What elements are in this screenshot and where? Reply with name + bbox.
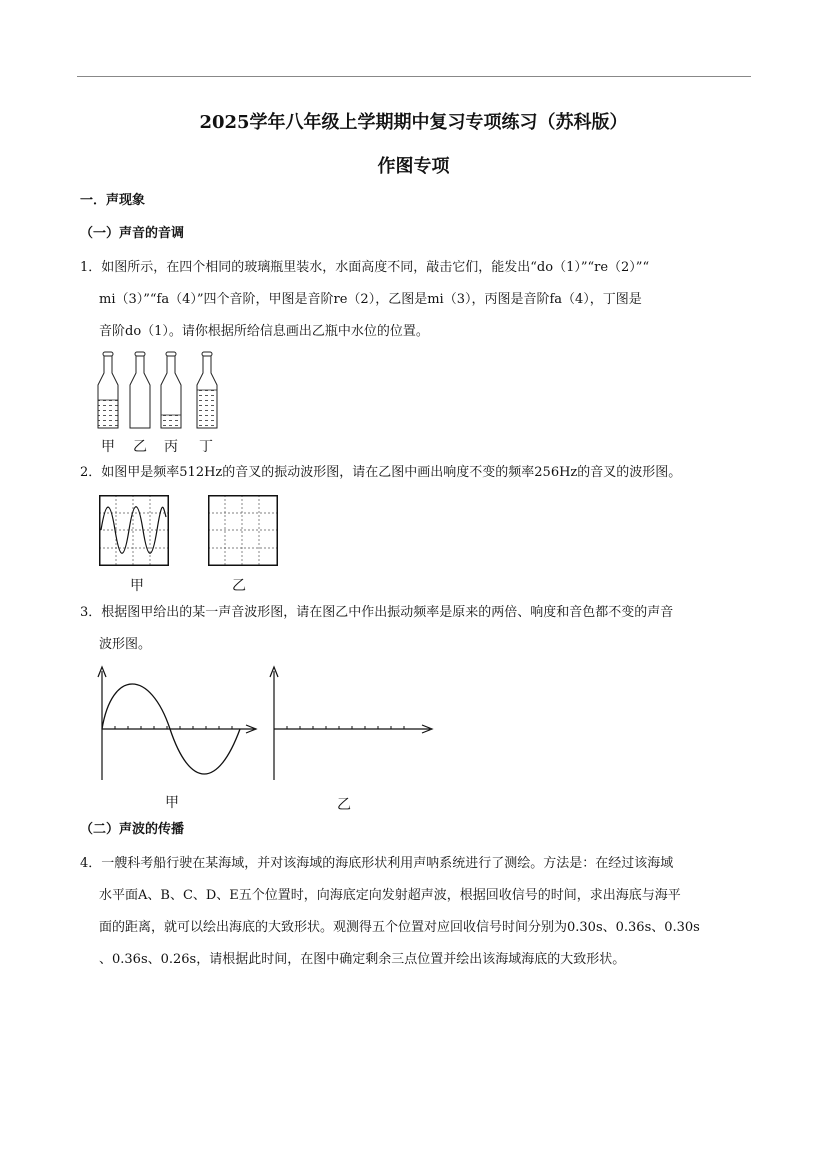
q2-waveform-yi-grid (208, 495, 278, 566)
section-heading: 一．声现象 (80, 193, 146, 208)
bottle-label-yi: 乙 (133, 439, 147, 455)
axes-jia (98, 667, 256, 780)
q1-text-line1: 1．如图所示，在四个相同的玻璃瓶里装水，水面高度不同，敲击它们，能发出“do（1）”“re（2）”“ (80, 260, 650, 275)
q2-label-jia: 甲 (130, 578, 144, 594)
bottle-bing (161, 352, 181, 428)
water-level-jia (99, 400, 118, 428)
page-subtitle: 作图专项 (377, 156, 450, 177)
q3-text-line1: 3．根据图甲给出的某一声音波形图，请在图乙中作出振动频率是原来的两倍、响度和音色都不变的声音 (80, 605, 674, 620)
subsection-heading-propagation: （二）声波的传播 (80, 822, 185, 837)
bottle-label-ding: 丁 (199, 439, 213, 455)
axes-yi (270, 667, 432, 780)
subsection-heading-pitch: （一）声音的音调 (80, 226, 185, 241)
q2-text-line1: 2．如图甲是频率512Hz的音叉的振动波形图，请在乙图中画出响度不变的频率256Hz的音叉的波形图。 (80, 465, 682, 480)
bottle-ding (197, 352, 217, 428)
q4-text-line4: 、0.36s、0.26s，请根据此时间，在图中确定剩余三点位置并绘出该海域海底的大致形状。 (99, 952, 626, 967)
header-rule (77, 76, 751, 77)
q2-waveform-jia (99, 495, 169, 566)
bottle-label-bing: 丙 (164, 439, 178, 455)
q3-label-yi: 乙 (337, 797, 351, 813)
q4-text-line1: 4．一艘科考船行驶在某海域，并对该海域的海底形状利用声呐系统进行了测绘。方法是：在经过该海域 (80, 856, 674, 871)
bottle-jia (98, 352, 118, 428)
q3-label-jia: 甲 (165, 795, 179, 811)
q1-text-line2: mi（3）”“fa（4）”四个音阶，甲图是音阶re（2），乙图是mi（3），丙图是音阶fa（4），丁图是 (99, 292, 642, 307)
q3-text-line2: 波形图。 (99, 637, 152, 652)
q1-bottles-figure (96, 348, 226, 430)
page-title: 2025学年八年级上学期期中复习专项练习（苏科版） (199, 112, 628, 133)
q1-text-line3: 音阶do（1）。请你根据所给信息画出乙瓶中水位的位置。 (99, 324, 429, 339)
water-level-ding (198, 390, 217, 428)
bottle-label-jia: 甲 (101, 439, 115, 455)
q3-waveform-figure (92, 665, 437, 785)
q4-text-line3: 面的距离，就可以绘出海底的大致形状。观测得五个位置对应回收信号时间分别为0.30s、0.36s、0.30s (99, 920, 700, 935)
bottle-yi (130, 352, 150, 428)
water-level-bing (162, 415, 181, 428)
q2-label-yi: 乙 (232, 578, 246, 594)
q4-text-line2: 水平面A、B、C、D、E五个位置时，向海底定向发射超声波，根据回收信号的时间，求出海底与海平 (99, 888, 681, 903)
